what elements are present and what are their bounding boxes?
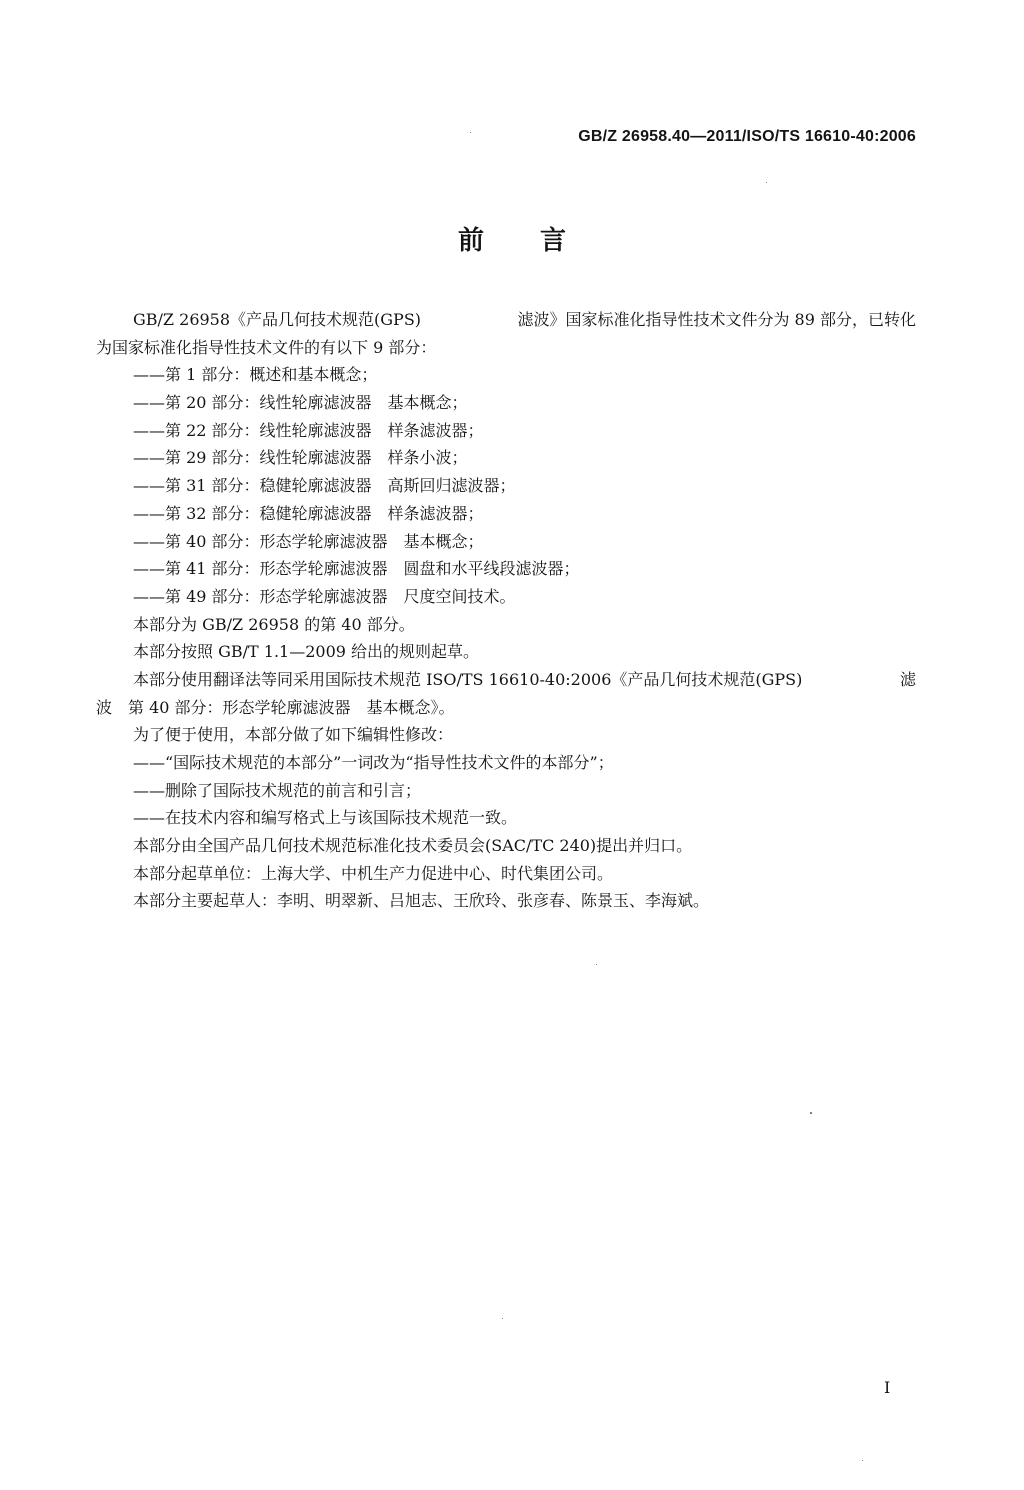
part-list-item: ——第 49 部分：形态学轮廓滤波器 尺度空间技术。 — [133, 586, 516, 606]
part-list-item: ——第 40 部分：形态学轮廓滤波器 基本概念； — [133, 531, 484, 551]
scan-speck — [470, 132, 471, 133]
intro-line-1 — [96, 306, 916, 334]
drafting-units-statement: 本部分起草单位：上海大学、中机生产力促进中心、时代集团公司。 — [133, 863, 614, 883]
translation-line-1-part-b: 滤 — [899, 669, 916, 689]
scan-speck — [766, 182, 767, 183]
foreword-body — [96, 306, 916, 915]
translation-line-2: 波 第 40 部分：形态学轮廓滤波器 基本概念》。 — [96, 697, 455, 717]
page-number: I — [884, 1378, 891, 1397]
intro-line-2: 为国家标准化指导性技术文件的有以下 9 部分： — [96, 337, 437, 357]
intro-line-1-part-b: 滤波》国家标准化指导性技术文件分为 89 部分，已转化 — [517, 310, 916, 329]
part-list-item: ——第 32 部分：稳健轮廓滤波器 样条滤波器； — [133, 503, 484, 523]
edits-intro: 为了便于使用，本部分做了如下编辑性修改： — [133, 725, 454, 745]
drafters-statement: 本部分主要起草人：李明、明翠新、吕旭志、王欣玲、张彦春、陈景玉、李海斌。 — [133, 891, 710, 911]
proposed-by-statement: 本部分由全国产品几何技术规范标准化技术委员会(SAC/TC 240)提出并归口。 — [133, 836, 693, 856]
part-list-item: ——第 22 部分：线性轮廓滤波器 样条滤波器； — [133, 420, 484, 440]
translation-line-1-part-a: 本部分使用翻译法等同采用国际技术规范 ISO/TS 16610-40:2006《产品几何技术规范(GPS) — [133, 669, 803, 689]
page-title: 前言 — [457, 226, 622, 256]
drafting-rules-statement: 本部分按照 GB/T 1.1—2009 给出的规则起草。 — [133, 642, 480, 662]
part-list-item: ——第 29 部分：线性轮廓滤波器 样条小波； — [133, 448, 468, 468]
scan-speck — [502, 1318, 503, 1319]
edit-list-item: ——在技术内容和编写格式上与该国际技术规范一致。 — [133, 808, 518, 828]
part-list-item: ——第 41 部分：形态学轮廓滤波器 圆盘和水平线段滤波器； — [133, 559, 580, 579]
translation-line-1 — [96, 666, 916, 694]
edit-list-item: ——“国际技术规范的本部分”一词改为“指导性技术文件的本部分”； — [133, 753, 614, 772]
edit-list-item: ——删除了国际技术规范的前言和引言； — [133, 780, 422, 800]
part-list-item: ——第 31 部分：稳健轮廓滤波器 高斯回归滤波器； — [133, 476, 516, 496]
scan-speck — [862, 1460, 863, 1461]
intro-line-1-part-a: GB/Z 26958《产品几何技术规范(GPS) — [133, 310, 422, 329]
standard-code-header: GB/Z 26958.40—2011/ISO/TS 16610-40:2006 — [578, 128, 916, 145]
scan-speck — [810, 1112, 812, 1114]
part-list-item: ——第 20 部分：线性轮廓滤波器 基本概念； — [133, 393, 468, 413]
part-of-statement: 本部分为 GB/Z 26958 的第 40 部分。 — [133, 614, 415, 634]
scan-speck — [596, 964, 597, 965]
part-list-item: ——第 1 部分：概述和基本概念； — [133, 365, 378, 385]
